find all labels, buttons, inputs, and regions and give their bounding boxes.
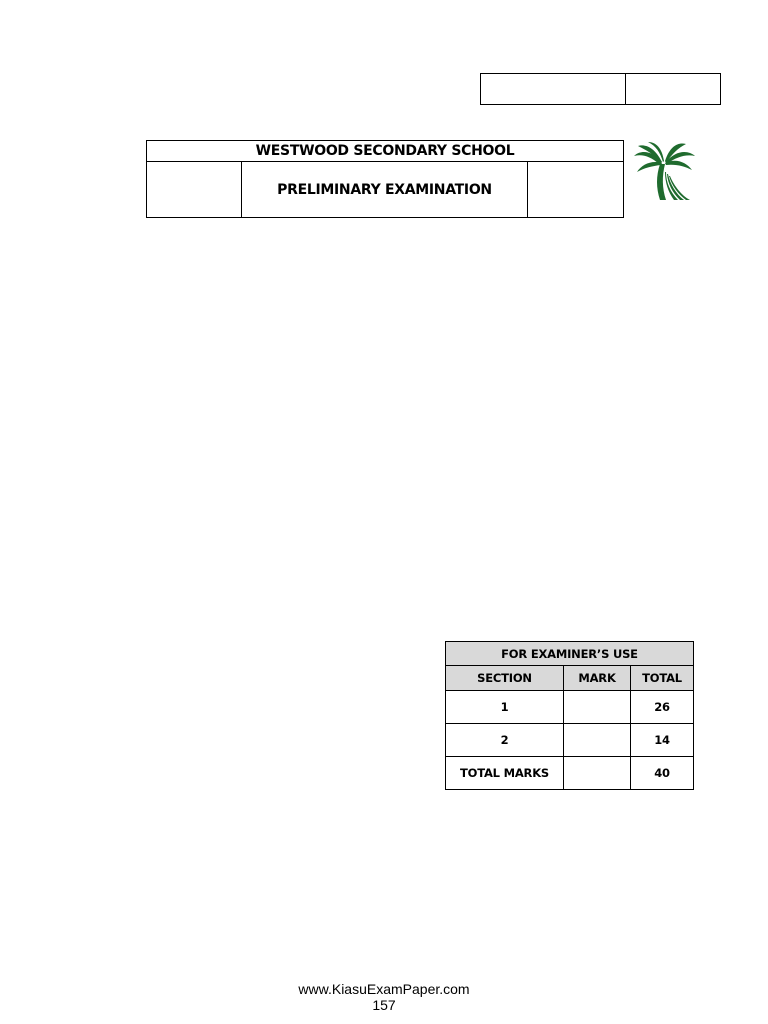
table-row [446,724,694,757]
total-cell: 26 [631,691,694,724]
mark-cell [564,724,631,757]
page-footer [0,981,768,1013]
footer-website: www.KiasuExamPaper.com [298,981,470,997]
column-header-mark: MARK [564,666,631,691]
total-cell: 14 [631,724,694,757]
index-box-cell-right [626,74,721,105]
header-blank-left [147,162,242,218]
table-row [446,691,694,724]
header-blank-right [528,162,624,218]
examiner-table-title: FOR EXAMINER’S USE [446,642,694,666]
palm-tree-logo-icon [632,142,698,202]
index-box-cell-left [481,74,626,105]
page-number: 157 [372,997,396,1013]
index-number-box [480,73,721,105]
exam-title: PRELIMINARY EXAMINATION [242,162,528,218]
exam-header-table [146,140,624,218]
column-header-total: TOTAL [631,666,694,691]
section-cell: 1 [446,691,564,724]
mark-cell [564,691,631,724]
mark-cell [564,757,631,790]
examiner-use-table [445,641,694,790]
total-cell: 40 [631,757,694,790]
column-header-section: SECTION [446,666,564,691]
table-row [446,757,694,790]
school-name: WESTWOOD SECONDARY SCHOOL [147,141,624,162]
section-cell: TOTAL MARKS [446,757,564,790]
section-cell: 2 [446,724,564,757]
